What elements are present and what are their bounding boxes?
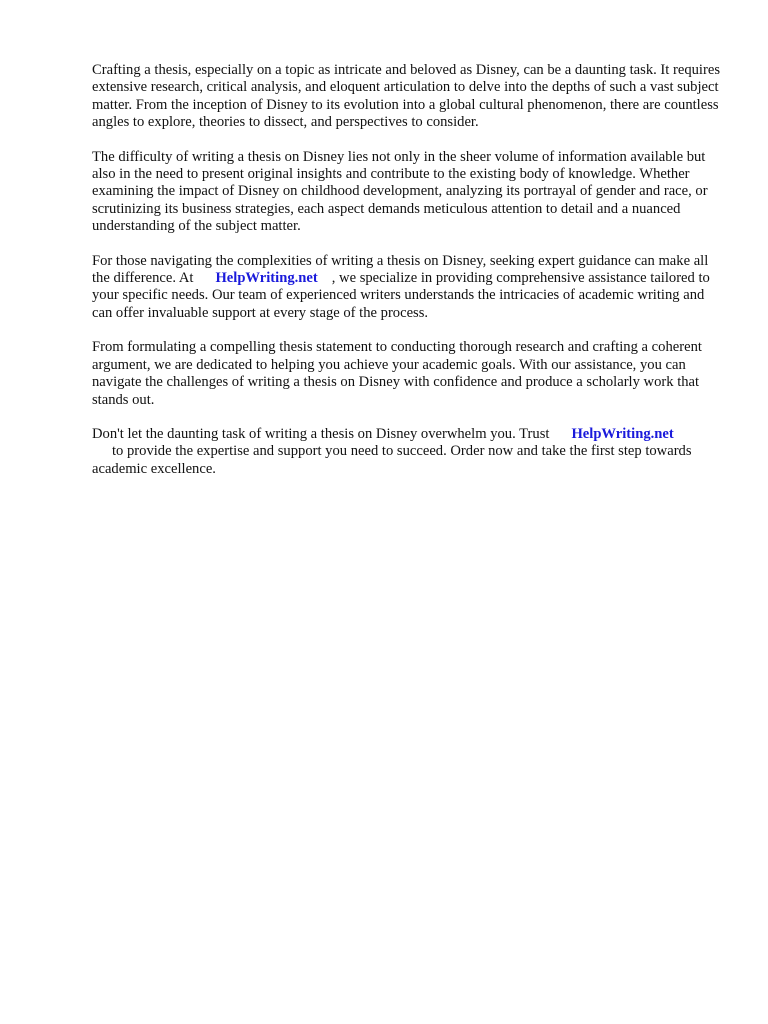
paragraph-closing-text-start: Don't let the daunting task of writing a thesis on Disney overwhelm you. Trust xyxy=(92,425,550,442)
document-body xyxy=(92,62,728,495)
paragraph-guidance-text-end: , we specialize in providing comprehensive assistance tailored to your specific needs. Our team of experienced writers understands the intricacies of academic writing and can offer invaluable support at every stage of the process. xyxy=(92,270,710,321)
paragraph-intro: Crafting a thesis, especially on a topic as intricate and beloved as Disney, can be a daunting task. It requires extensive research, critical analysis, and eloquent articulation to delve into the depths of such a vast subject matter. From the inception of Disney to its evolution into a global cultural phenomenon, there are countless angles to explore, theories to dissect, and perspectives to consider. xyxy=(92,62,721,131)
paragraph-closing-text-end: to provide the expertise and support you need to succeed. Order now and take the first step towards academic excellence. xyxy=(92,443,692,477)
paragraph-support: From formulating a compelling thesis statement to conducting thorough research and crafting a coherent argument, we are dedicated to helping you achieve your academic goals. With our assistance, you can navigate the challenges of writing a thesis on Disney with confidence and produce a scholarly work that stands out. xyxy=(92,339,702,408)
paragraph-closing xyxy=(92,426,728,478)
paragraph-guidance xyxy=(92,253,728,323)
helpwriting-link-closing[interactable]: HelpWriting.net xyxy=(571,425,674,442)
paragraph-difficulty: The difficulty of writing a thesis on Disney lies not only in the sheer volume of information available but also in the need to present original insights and contribute to the existing body of knowledge. Whether examining the impact of Disney on childhood development, analyzing its portrayal of gender and race, or scrutinizing its business strategies, each aspect demands meticulous attention to detail and a nuanced understanding of the subject matter. xyxy=(92,148,708,235)
helpwriting-link[interactable]: HelpWriting.net xyxy=(215,270,318,287)
paragraph-guidance-text-start: For those navigating the complexities of writing a thesis on Disney, seeking expert guidance can make all the difference. At xyxy=(92,252,709,287)
